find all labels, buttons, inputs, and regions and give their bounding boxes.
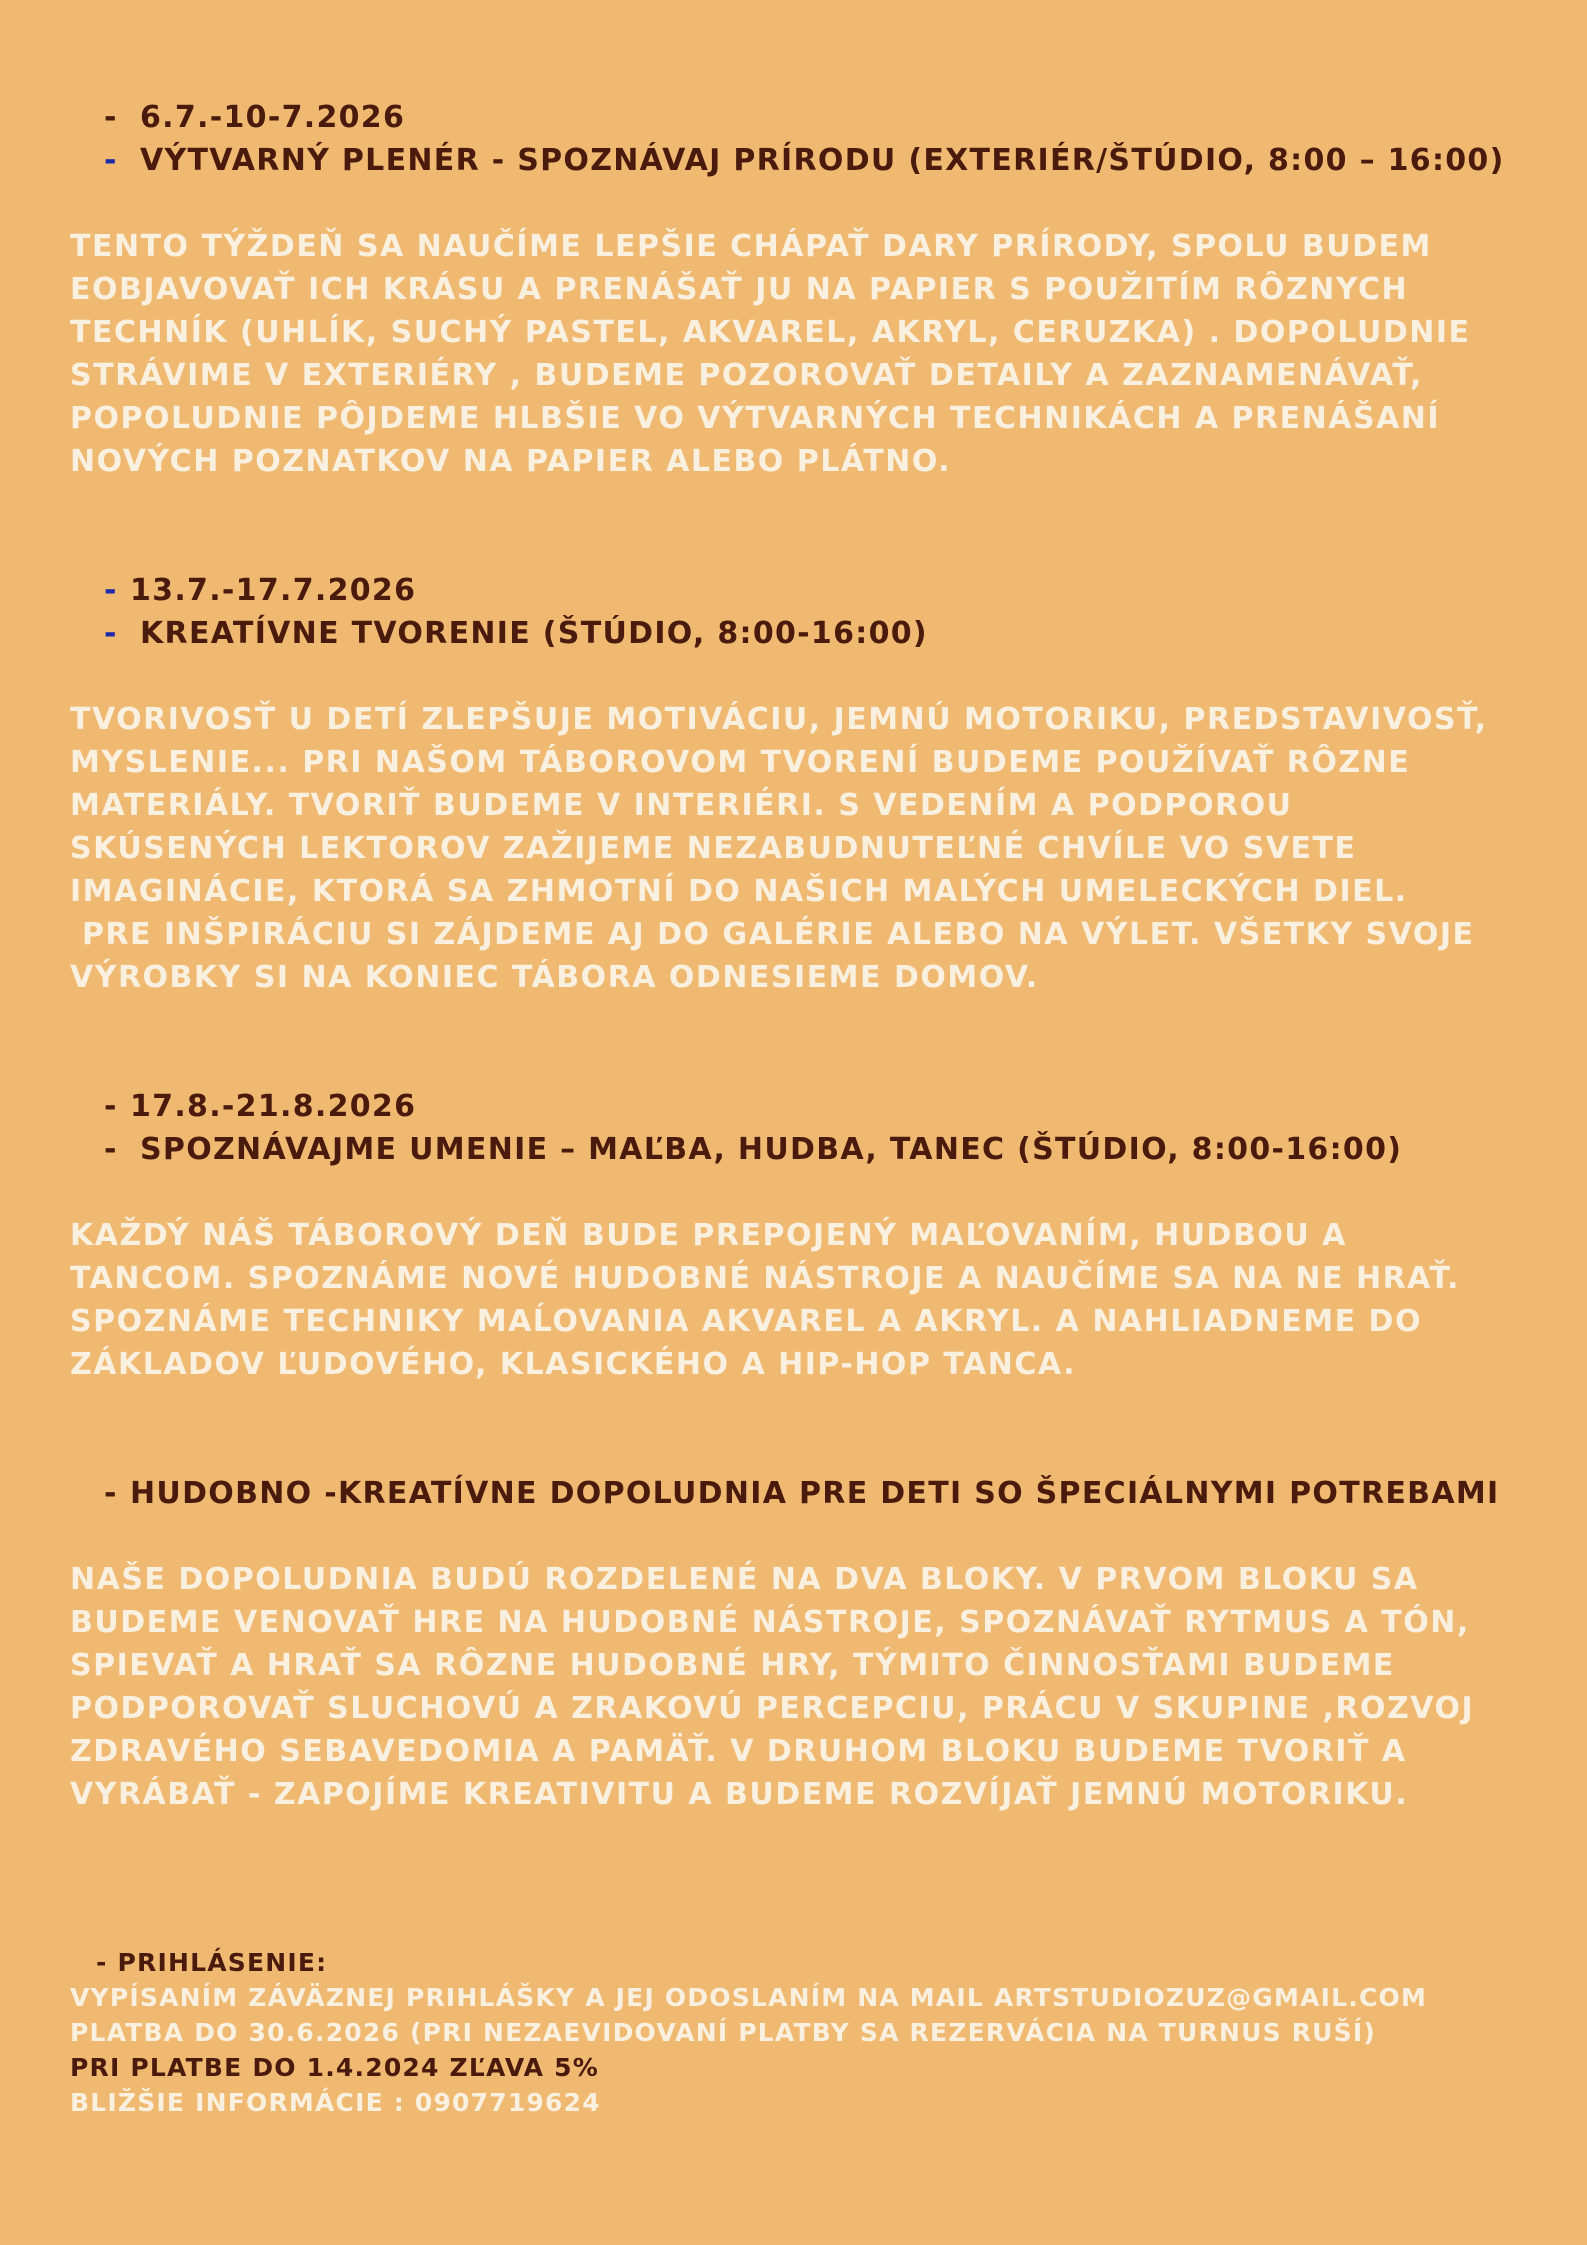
- text-line: ZDRAVÉHO SEBAVEDOMIA A PAMÄŤ. V DRUHOM BLOKU BUDEME TVORIŤ A: [70, 1734, 1407, 1769]
- dash-bullet: -: [104, 1132, 118, 1167]
- text-line: PODPOROVAŤ SLUCHOVÚ A ZRAKOVÚ PERCEPCIU, PRÁCU V SKUPINE ,ROZVOJ: [70, 1691, 1475, 1726]
- section-3-title-line: [104, 1128, 1402, 1171]
- section-1-title: VÝTVARNÝ PLENÉR - SPOZNÁVAJ PRÍRODU (EXTERIÉR/ŠTÚDIO, 8:00 – 16:00): [140, 143, 1505, 178]
- text-line: SPOZNÁME TECHNIKY MAĹOVANIA AKVAREL A AKRYL. A NAHLIADNEME DO: [70, 1304, 1422, 1339]
- text-line: TVORIVOSŤ U DETÍ ZLEPŠUJE MOTIVÁCIU, JEMNÚ MOTORIKU, PREDSTAVIVOSŤ,: [70, 702, 1488, 737]
- text-line: EOBJAVOVAŤ ICH KRÁSU A PRENÁŠAŤ JU NA PAPIER S POUŽITÍM RÔZNYCH: [70, 272, 1409, 307]
- section-2-title: KREATÍVNE TVORENIE (ŠTÚDIO, 8:00-16:00): [140, 616, 928, 651]
- section-2-title-line: [104, 612, 928, 655]
- section-2-date-line: [104, 569, 416, 612]
- text-line: NAŠE DOPOLUDNIA BUDÚ ROZDELENÉ NA DVA BLOKY. V PRVOM BLOKU SA: [70, 1562, 1419, 1597]
- text-line: TANCOM. SPOZNÁME NOVÉ HUDOBNÉ NÁSTROJE A NAUČÍME SA NA NE HRAŤ.: [70, 1261, 1460, 1296]
- text-line: TENTO TÝŽDEŇ SA NAUČÍME LEPŠIE CHÁPAŤ DARY PRÍRODY, SPOLU BUDEM: [70, 229, 1432, 264]
- section-3-title: SPOZNÁVAJME UMENIE – MAĽBA, HUDBA, TANEC (ŠTÚDIO, 8:00-16:00): [140, 1132, 1403, 1167]
- section-1-description: [70, 225, 1570, 483]
- registration-discount-line: PRI PLATBE DO 1.4.2024 ZĽAVA 5%: [70, 2053, 599, 2082]
- section-1-date-line: [104, 96, 405, 139]
- dash-bullet: -: [104, 1089, 118, 1124]
- text-line: MATERIÁLY. TVORIŤ BUDEME V INTERIÉRI. S VEDENÍM A PODPOROU: [70, 788, 1293, 823]
- registration-contact-line: BLIŽŠIE INFORMÁCIE : 0907719624: [70, 2088, 601, 2117]
- registration-email-line: VYPÍSANÍM ZÁVÄZNEJ PRIHLÁŠKY A JEJ ODOSLANÍM NA MAIL ARTSTUDIOZUZ@GMAIL.COM: [70, 1983, 1428, 2012]
- text-line: POPOLUDNIE PÔJDEME HLBŠIE VO VÝTVARNÝCH TECHNIKÁCH A PRENÁŠANÍ: [70, 401, 1441, 436]
- text-line: TECHNÍK (UHLÍK, SUCHÝ PASTEL, AKVAREL, AKRYL, CERUZKA) . DOPOLUDNIE: [70, 315, 1471, 350]
- section-1-title-line: [104, 139, 1505, 182]
- registration-heading: - PRIHLÁSENIE:: [96, 1948, 328, 1977]
- dash-bullet: -: [104, 100, 118, 135]
- text-line: NOVÝCH POZNATKOV NA PAPIER ALEBO PLÁTNO.: [70, 444, 952, 479]
- dash-bullet: -: [104, 616, 118, 651]
- section-4-title: HUDOBNO -KREATÍVNE DOPOLUDNIA PRE DETI SO ŠPECIÁLNYMI POTREBAMI: [130, 1476, 1500, 1511]
- section-2-description: [70, 698, 1570, 999]
- dash-bullet: -: [104, 143, 118, 178]
- dash-bullet: -: [104, 1476, 118, 1511]
- text-line: SPIEVAŤ A HRAŤ SA RÔZNE HUDOBNÉ HRY, TÝMITO ČINNOSŤAMI BUDEME: [70, 1648, 1395, 1683]
- registration-block: [70, 1945, 1570, 2120]
- section-4-title-line: [104, 1472, 1499, 1515]
- text-line: SKÚSENÝCH LEKTOROV ZAŽIJEME NEZABUDNUTEĽNÉ CHVÍLE VO SVETE: [70, 831, 1357, 866]
- text-line: ZÁKLADOV ĽUDOVÉHO, KLASICKÉHO A HIP-HOP TANCA.: [70, 1347, 1077, 1382]
- dash-bullet: -: [104, 573, 118, 608]
- section-2-date: 13.7.-17.7.2026: [130, 573, 417, 608]
- text-line: IMAGINÁCIE, KTORÁ SA ZHMOTNÍ DO NAŠICH MALÝCH UMELECKÝCH DIEL.: [70, 874, 1408, 909]
- text-line: STRÁVIME V EXTERIÉRY , BUDEME POZOROVAŤ DETAILY A ZAZNAMENÁVAŤ,: [70, 358, 1423, 393]
- text-line: PRE INŠPIRÁCIU SI ZÁJDEME AJ DO GALÉRIE ALEBO NA VÝLET. VŠETKY SVOJE: [70, 917, 1475, 952]
- text-line: VÝROBKY SI NA KONIEC TÁBORA ODNESIEME DOMOV.: [70, 960, 1039, 995]
- registration-payment-line: PLATBA DO 30.6.2026 (PRI NEZAEVIDOVANÍ PLATBY SA REZERVÁCIA NA TURNUS RUŠÍ): [70, 2018, 1377, 2047]
- section-1-date: 6.7.-10-7.2026: [140, 100, 406, 135]
- text-line: KAŽDÝ NÁŠ TÁBOROVÝ DEŇ BUDE PREPOJENÝ MAĽOVANÍM, HUDBOU A: [70, 1218, 1347, 1253]
- section-4-description: [70, 1558, 1570, 1816]
- text-line: VYRÁBAŤ - ZAPOJÍME KREATIVITU A BUDEME ROZVÍJAŤ JEMNÚ MOTORIKU.: [70, 1777, 1409, 1812]
- section-3-date: 17.8.-21.8.2026: [130, 1089, 417, 1124]
- text-line: MYSLENIE... PRI NAŠOM TÁBOROVOM TVORENÍ BUDEME POUŽÍVAŤ RÔZNE: [70, 745, 1411, 780]
- section-3-date-line: [104, 1085, 416, 1128]
- section-3-description: [70, 1214, 1570, 1386]
- text-line: BUDEME VENOVAŤ HRE NA HUDOBNÉ NÁSTROJE, SPOZNÁVAŤ RYTMUS A TÓN,: [70, 1605, 1470, 1640]
